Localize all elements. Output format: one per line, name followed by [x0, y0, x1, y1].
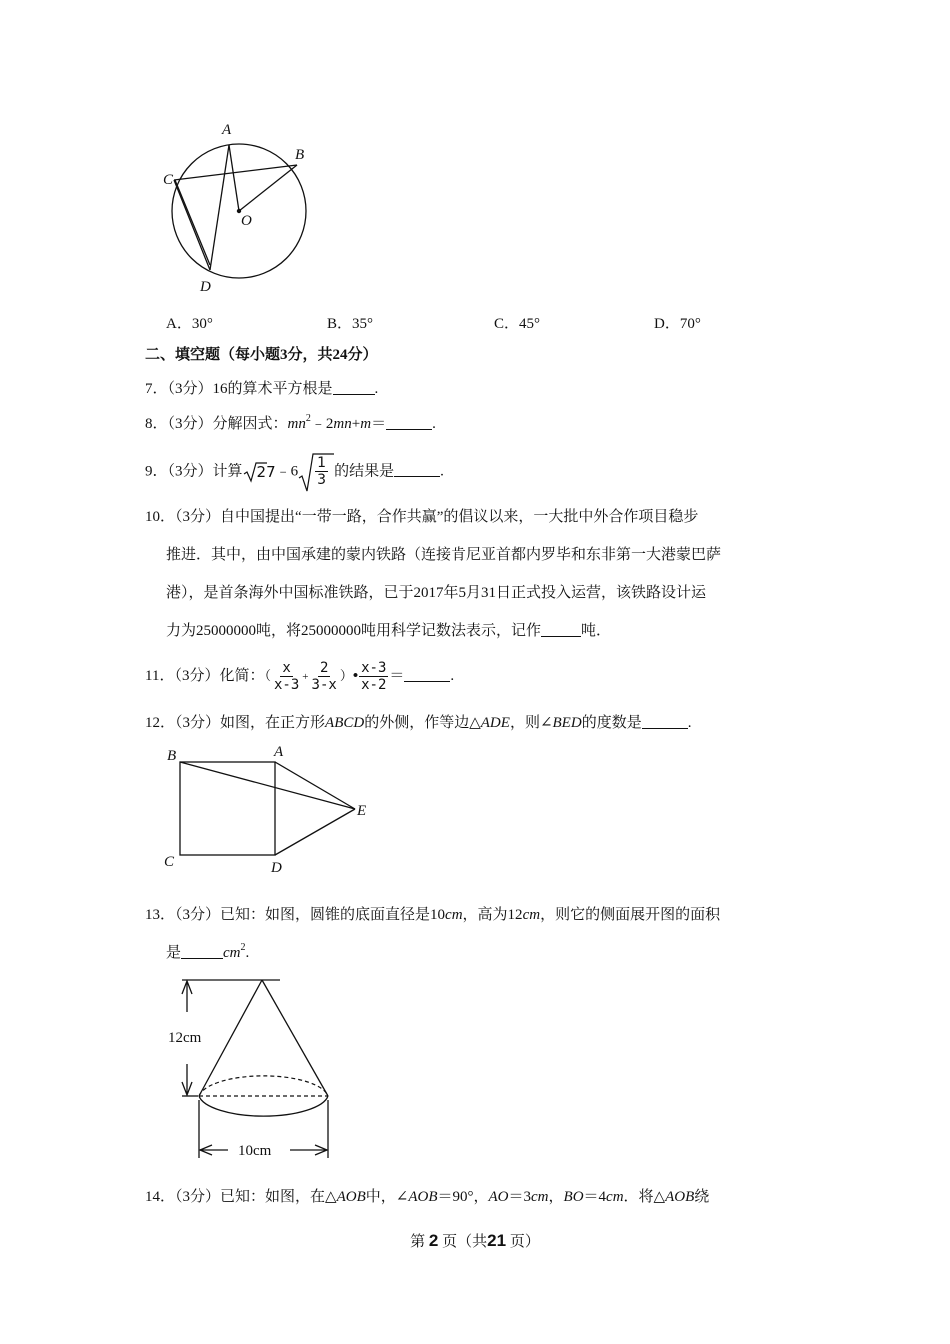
answer-blank-7[interactable] — [333, 380, 375, 395]
label-d: D — [200, 279, 211, 295]
label-c: C — [163, 172, 174, 188]
q12-abcd: ABCD — [325, 715, 365, 731]
q14-score: （3分） — [175, 1189, 221, 1205]
chord-ca — [175, 180, 210, 265]
q11-plus: + — [302, 671, 309, 683]
label-b: B — [167, 748, 177, 764]
q11-dot: • — [352, 668, 359, 684]
q12-t4: 的度数是 — [581, 715, 642, 731]
q8-num: 8． — [145, 416, 168, 432]
chord-cb — [174, 165, 297, 180]
answer-blank-8[interactable] — [386, 415, 432, 430]
q8-expr-c: mn — [333, 416, 352, 432]
q8-score: （3分） — [167, 416, 213, 432]
base-front-arc — [199, 1096, 328, 1116]
frac2-num: 2 — [319, 660, 329, 677]
cone-figure — [160, 972, 350, 1167]
q8-sup: 2 — [305, 413, 311, 424]
q14-t8: 绕 — [694, 1189, 710, 1205]
q14-cm2: cm — [606, 1189, 624, 1205]
q14-t1: 已知：如图，在△ — [220, 1189, 337, 1205]
q14-t5: ， — [548, 1189, 564, 1205]
q14-t6: ＝4 — [583, 1189, 607, 1205]
label-o: O — [241, 213, 252, 229]
q13-sup: 2 — [240, 942, 246, 953]
option-d: D．70° — [654, 316, 701, 332]
q13-score: （3分） — [175, 907, 221, 923]
segment-be — [180, 762, 355, 809]
answer-blank-10[interactable] — [541, 622, 581, 637]
base-back-arc — [199, 1076, 328, 1096]
q11-eq: ＝ — [389, 668, 405, 684]
height-label: 12cm — [168, 1030, 202, 1046]
segment-ae — [275, 762, 355, 809]
question-12 — [145, 713, 691, 733]
q10-end: 吨． — [581, 623, 612, 639]
q8-expr: mn — [287, 416, 306, 432]
frac-den: 3 — [317, 472, 327, 488]
q8-expr-b: ﹣2 — [310, 416, 334, 432]
q7-score: （3分） — [167, 381, 213, 397]
q12-num: 12． — [145, 715, 176, 731]
q14-num: 14． — [145, 1189, 176, 1205]
q12-t1: 如图，在正方形 — [220, 715, 326, 731]
q11-num: 11． — [145, 668, 175, 684]
diameter-label: 10cm — [238, 1143, 272, 1159]
question-10-line2: 推进．其中，由中国承建的蒙内铁路（连接肯尼亚首都内罗毕和东非第一大港蒙巴萨 — [166, 547, 722, 563]
page-number: 2 — [428, 1231, 439, 1250]
section-title: 二、填空题（每小题3分，共24分） — [145, 347, 378, 363]
q14-ao: AO — [488, 1189, 509, 1205]
radius-ob — [239, 165, 297, 211]
square-abcd — [180, 762, 275, 855]
footer-pre: 第 — [410, 1234, 426, 1250]
q12-bed: BED — [552, 715, 582, 731]
q14-t2: 中，∠ — [365, 1189, 409, 1205]
page-footer — [0, 1230, 950, 1251]
footer-mid: 页（共 — [442, 1234, 488, 1250]
question-10-line1 — [145, 507, 698, 527]
q9-minus: ﹣6 — [275, 463, 299, 480]
question-10-line4 — [166, 621, 611, 641]
chord-cd — [174, 180, 210, 270]
q14-t3: ＝90°， — [437, 1189, 489, 1205]
question-9 — [145, 452, 444, 492]
q10-text-4: 力为25000000吨，将25000000吨用科学记数法表示，记作 — [166, 623, 542, 639]
label-e: E — [357, 803, 367, 819]
q12-score: （3分） — [175, 715, 221, 731]
q8-end: . — [432, 416, 436, 432]
fraction-2 — [310, 660, 339, 693]
radius-oa — [229, 145, 239, 211]
fraction-3 — [359, 660, 388, 693]
segment-de — [275, 809, 355, 855]
q12-t3: ，则∠ — [509, 715, 553, 731]
sqrt-27 — [243, 455, 276, 490]
q14-aob1: AOB — [336, 1189, 366, 1205]
q9-text-b: 的结果是 — [334, 463, 395, 480]
q13-num: 13． — [145, 907, 176, 923]
q13-t3: ，则它的侧面展开图的面积 — [540, 907, 721, 923]
q13-t2: ，高为12 — [462, 907, 523, 923]
q10-score: （3分） — [175, 509, 221, 525]
q10-text-1: 自中国提出“一带一路，合作共赢”的倡议以来，一大批中外合作项目稳步 — [220, 509, 699, 525]
option-b: B．35° — [327, 316, 374, 332]
q8-expr-d: + — [351, 416, 361, 432]
q14-bo: BO — [563, 1189, 584, 1205]
q13-cm1: cm — [445, 907, 463, 923]
q9-num: 9． — [145, 463, 168, 480]
option-a: A．30° — [166, 316, 213, 332]
q9-end: . — [440, 463, 444, 480]
q10-num: 10． — [145, 509, 176, 525]
square-triangle-figure — [155, 740, 385, 880]
fraction-one-third — [315, 455, 328, 488]
q13-t4: 是 — [166, 945, 182, 961]
q7-text: 16的算术平方根是 — [212, 381, 333, 397]
q9-text-a: 计算 — [212, 463, 243, 480]
q14-t4: ＝3 — [508, 1189, 532, 1205]
question-11 — [145, 656, 454, 697]
sqrt-one-third — [298, 452, 334, 492]
q11-lparen: （ — [264, 668, 271, 683]
radicand-27: 27 — [256, 463, 276, 482]
label-d: D — [271, 860, 282, 876]
q12-end: . — [687, 715, 692, 731]
q7-num: 7． — [145, 381, 168, 397]
q14-aob2: AOB — [408, 1189, 438, 1205]
question-14 — [145, 1187, 709, 1207]
chord-ad — [210, 145, 229, 270]
q12-t2: 的外侧，作等边△ — [364, 715, 481, 731]
label-a: A — [222, 122, 232, 138]
q14-cm1: cm — [531, 1189, 549, 1205]
q7-end: . — [374, 381, 379, 397]
question-8 — [145, 414, 436, 434]
q12-ade: ADE — [480, 715, 510, 731]
option-c: C．45° — [494, 316, 541, 332]
q14-t7: ．将△ — [623, 1189, 666, 1205]
frac2-den: 3-x — [311, 677, 337, 694]
question-13-line2 — [166, 943, 249, 963]
q11-rparen: ） — [339, 668, 353, 683]
label-a: A — [274, 744, 284, 760]
answer-blank-11[interactable] — [404, 667, 450, 682]
q8-text: 分解因式： — [212, 416, 288, 432]
frac1-num: x — [282, 660, 291, 677]
q11-end: . — [450, 668, 455, 684]
q11-score: （3分） — [174, 668, 220, 684]
q13-end: . — [245, 945, 250, 961]
answer-blank-9[interactable] — [394, 462, 440, 477]
answer-blank-12[interactable] — [642, 714, 688, 729]
q8-eq: ＝ — [371, 416, 387, 432]
label-c: C — [164, 854, 175, 870]
total-pages: 21 — [487, 1231, 507, 1250]
q14-aob3: AOB — [665, 1189, 695, 1205]
question-7 — [145, 379, 378, 399]
q13-cm2: cm — [522, 907, 541, 923]
q8-expr-e: m — [360, 416, 372, 432]
q11-text: 化简： — [219, 668, 265, 684]
frac-num: 1 — [317, 455, 327, 471]
fraction-1 — [272, 660, 301, 693]
question-13-line1 — [145, 905, 720, 925]
label-b: B — [295, 147, 305, 163]
frac3-num: x-3 — [361, 660, 387, 677]
answer-blank-13[interactable] — [181, 944, 223, 959]
q13-cm3: cm — [223, 945, 241, 961]
q9-score: （3分） — [167, 463, 213, 480]
frac1-den: x-3 — [274, 677, 300, 694]
circle-figure — [155, 118, 325, 298]
question-10-line3: 港），是首条海外中国标准铁路，已于2017年5月31日正式投入运营，该铁路设计运 — [166, 585, 707, 601]
q13-t1: 已知：如图，圆锥的底面直径是10 — [220, 907, 446, 923]
frac3-den: x-2 — [361, 677, 387, 694]
footer-post: 页） — [509, 1234, 540, 1250]
